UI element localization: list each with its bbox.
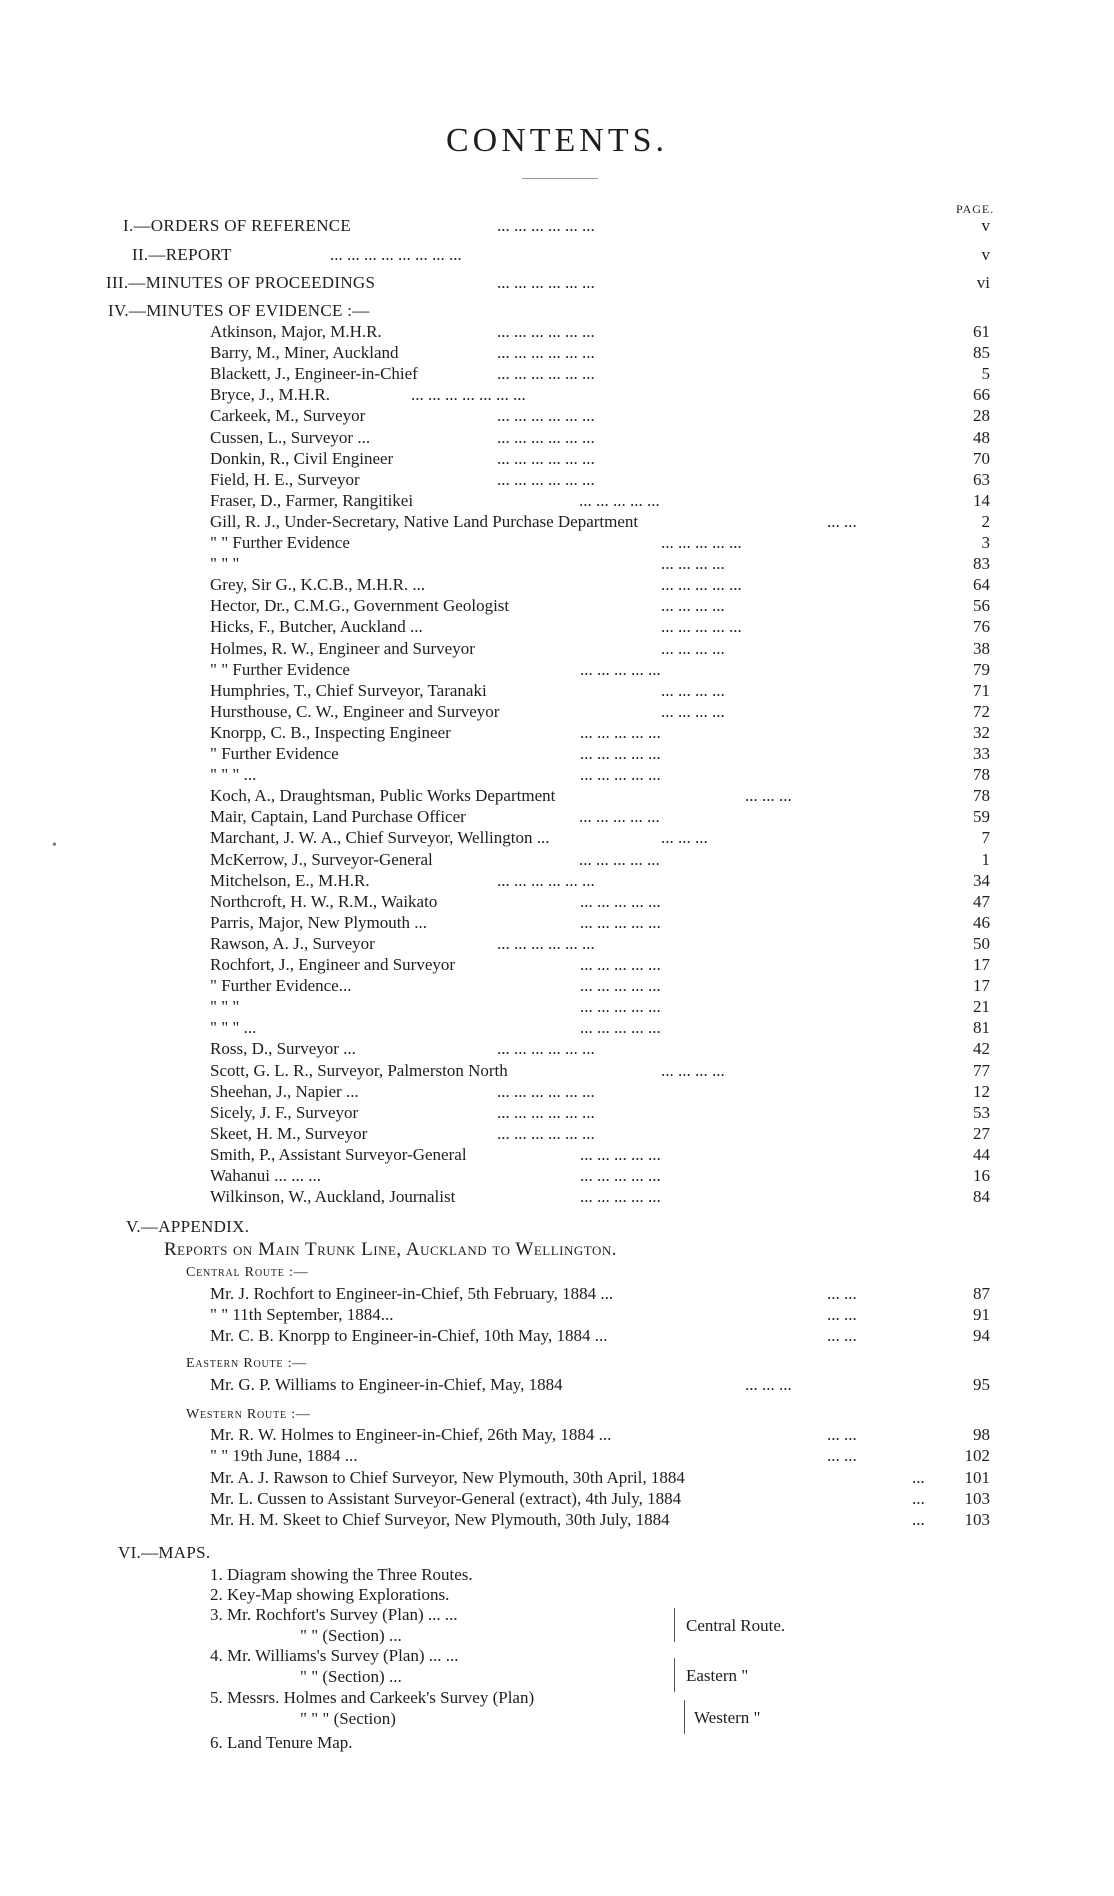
entry-text: Skeet, H. M., Surveyor — [210, 1124, 368, 1143]
leader-dots: ... ... ... ... — [661, 1061, 725, 1080]
evidence-entry — [0, 639, 1114, 659]
toc-row-proceedings — [0, 273, 1114, 293]
leader-dots: ... ... ... ... ... ... — [497, 934, 595, 953]
evidence-entry — [0, 828, 1114, 848]
evidence-entry — [0, 1082, 1114, 1102]
leader-dots: ... ... ... ... ... ... — [497, 871, 595, 890]
map-item: " " (Section) ... — [300, 1626, 402, 1645]
page-number: 77 — [973, 1061, 990, 1080]
entry-text: Field, H. E., Surveyor — [210, 470, 360, 489]
map-route-western: Western " — [694, 1708, 761, 1727]
leader-dots: ... ... ... ... — [661, 681, 725, 700]
evidence-entry — [0, 1018, 1114, 1038]
leader-dots: ... ... ... ... ... — [579, 807, 660, 826]
page-number: 70 — [973, 449, 990, 468]
page-number: 63 — [973, 470, 990, 489]
evidence-entry — [0, 934, 1114, 954]
evidence-entry — [0, 723, 1114, 743]
leader-dots: ... ... ... ... ... — [580, 723, 661, 742]
entry-text: Koch, A., Draughtsman, Public Works Department — [210, 786, 556, 805]
page-number: 81 — [973, 1018, 990, 1037]
appendix-entry — [0, 1425, 1114, 1445]
entry-text: Mr. C. B. Knorpp to Engineer-in-Chief, 10th May, 1884 ... — [210, 1326, 608, 1345]
page-number: 76 — [973, 617, 990, 636]
entry-text: " " 11th September, 1884... — [210, 1305, 394, 1324]
evidence-entry — [0, 596, 1114, 616]
page-number: 17 — [973, 976, 990, 995]
leader-dots: ... — [912, 1510, 925, 1529]
appendix-entry — [0, 1305, 1114, 1325]
entry-text: Blackett, J., Engineer-in-Chief — [210, 364, 418, 383]
page-number: 38 — [973, 639, 990, 658]
page-number: 78 — [973, 765, 990, 784]
leader-dots: ... — [912, 1468, 925, 1487]
page-number: 16 — [973, 1166, 990, 1185]
entry-text: Grey, Sir G., K.C.B., M.H.R. ... — [210, 575, 426, 594]
entry-text: Sicely, J. F., Surveyor — [210, 1103, 359, 1122]
page-number: 46 — [973, 913, 990, 932]
evidence-entry — [0, 428, 1114, 448]
page-number: 98 — [973, 1425, 990, 1444]
page-number: 21 — [973, 997, 990, 1016]
page-number: 59 — [973, 807, 990, 826]
map-item: 6. Land Tenure Map. — [210, 1733, 353, 1752]
entry-text: Mr. R. W. Holmes to Engineer-in-Chief, 26th May, 1884 ... — [210, 1425, 612, 1444]
leader-dots: ... ... — [827, 1326, 857, 1345]
page-column-header: PAGE. — [956, 202, 995, 216]
maps-label: VI.—MAPS. — [118, 1543, 211, 1562]
leader-dots: ... — [912, 1489, 925, 1508]
evidence-entry — [0, 533, 1114, 553]
evidence-entry — [0, 765, 1114, 785]
leader-dots: ... ... ... ... ... ... ... ... — [330, 245, 462, 264]
page-number: v — [981, 216, 990, 235]
page-number: 61 — [973, 322, 990, 341]
evidence-entry — [0, 913, 1114, 933]
eastern-route-heading: Eastern Route :— — [186, 1356, 308, 1371]
entry-text: Mr. L. Cussen to Assistant Surveyor-General (extract), 4th July, 1884 — [210, 1489, 682, 1508]
page-number: 101 — [964, 1468, 990, 1487]
evidence-entry — [0, 660, 1114, 680]
entry-text: Bryce, J., M.H.R. — [210, 385, 330, 404]
appendix-entry — [0, 1326, 1114, 1346]
page-number: 32 — [973, 723, 990, 742]
leader-dots: ... ... ... ... ... — [580, 1018, 661, 1037]
leader-dots: ... ... ... ... ... ... — [497, 364, 595, 383]
page-number: 5 — [981, 364, 990, 383]
evidence-entry — [0, 1061, 1114, 1081]
title-rule — [522, 178, 598, 179]
entry-text: Smith, P., Assistant Surveyor-General — [210, 1145, 467, 1164]
entry-text: " " Further Evidence — [210, 533, 350, 552]
evidence-entry — [0, 681, 1114, 701]
evidence-entry — [0, 892, 1114, 912]
evidence-entry — [0, 322, 1114, 342]
evidence-entry — [0, 491, 1114, 511]
map-route-eastern: Eastern " — [686, 1666, 749, 1685]
page-number: 87 — [973, 1284, 990, 1303]
page-number: 33 — [973, 744, 990, 763]
evidence-entry — [0, 871, 1114, 891]
appendix-entry — [0, 1446, 1114, 1466]
leader-dots: ... ... ... ... ... — [580, 976, 661, 995]
page-number: v — [981, 245, 990, 264]
leader-dots: ... ... ... — [745, 786, 792, 805]
map-item: " " (Section) ... — [300, 1667, 402, 1686]
leader-dots: ... ... ... ... ... — [580, 744, 661, 763]
entry-text: Gill, R. J., Under-Secretary, Native Land Purchase Department — [210, 512, 639, 531]
page-number: 42 — [973, 1039, 990, 1058]
page-number: 14 — [973, 491, 990, 510]
leader-dots: ... ... ... ... ... — [579, 491, 660, 510]
entry-text: Cussen, L., Surveyor ... — [210, 428, 371, 447]
leader-dots: ... ... ... ... ... — [580, 765, 661, 784]
entry-text: Parris, Major, New Plymouth ... — [210, 913, 427, 932]
entry-text: Barry, M., Miner, Auckland — [210, 343, 399, 362]
map-item: 2. Key-Map showing Explorations. — [210, 1585, 450, 1604]
page-number: vi — [976, 273, 990, 292]
page-number: 56 — [973, 596, 990, 615]
entry-text: Hursthouse, C. W., Engineer and Surveyor — [210, 702, 500, 721]
page-title: CONTENTS. — [445, 122, 669, 159]
entry-text: Northcroft, H. W., R.M., Waikato — [210, 892, 438, 911]
map-item: " " " (Section) — [300, 1709, 396, 1728]
page-number: 72 — [973, 702, 990, 721]
leader-dots: ... ... ... ... ... — [661, 617, 742, 636]
page-number: 47 — [973, 892, 990, 911]
leader-dots: ... ... ... ... ... ... — [497, 1039, 595, 1058]
page-number: 103 — [964, 1489, 990, 1508]
evidence-entry — [0, 364, 1114, 384]
entry-text: Fraser, D., Farmer, Rangitikei — [210, 491, 414, 510]
appendix-label: V.—APPENDIX. — [126, 1217, 250, 1236]
page-number: 7 — [981, 828, 990, 847]
section-label: IV.—MINUTES OF EVIDENCE :— — [108, 301, 370, 320]
evidence-entry — [0, 575, 1114, 595]
evidence-entry — [0, 702, 1114, 722]
leader-dots: ... ... ... — [745, 1375, 792, 1394]
page-number: 50 — [973, 934, 990, 953]
entry-text: " " " ... — [210, 765, 257, 784]
page-number: 94 — [973, 1326, 990, 1345]
page-number: 71 — [973, 681, 990, 700]
evidence-entry — [0, 385, 1114, 405]
section-label: I.—ORDERS OF REFERENCE — [123, 216, 352, 235]
entry-text: Atkinson, Major, M.H.R. — [210, 322, 382, 341]
entry-text: Donkin, R., Civil Engineer — [210, 449, 394, 468]
page-number: 64 — [973, 575, 990, 594]
section-label: III.—MINUTES OF PROCEEDINGS — [106, 273, 376, 292]
evidence-entry — [0, 343, 1114, 363]
page-number: 91 — [973, 1305, 990, 1324]
entry-text: " " 19th June, 1884 ... — [210, 1446, 358, 1465]
page-number: 12 — [973, 1082, 990, 1101]
entry-text: Holmes, R. W., Engineer and Surveyor — [210, 639, 475, 658]
evidence-entry — [0, 449, 1114, 469]
page-number: 28 — [973, 406, 990, 425]
map-item: 5. Messrs. Holmes and Carkeek's Survey (Plan) — [210, 1688, 535, 1707]
appendix-entry — [0, 1375, 1114, 1395]
leader-dots: ... ... ... ... ... ... — [497, 406, 595, 425]
evidence-entry — [0, 976, 1114, 996]
leader-dots: ... ... ... ... ... ... — [497, 470, 595, 489]
entry-text: Wilkinson, W., Auckland, Journalist — [210, 1187, 456, 1206]
leader-dots: ... ... ... ... ... — [580, 1187, 661, 1206]
entry-text: Marchant, J. W. A., Chief Surveyor, Wellington ... — [210, 828, 550, 847]
entry-text: " Further Evidence — [210, 744, 339, 763]
leader-dots: ... ... ... ... ... ... — [497, 1124, 595, 1143]
entry-text: " " " — [210, 997, 240, 1016]
page-number: 1 — [981, 850, 990, 869]
page-number: 3 — [981, 533, 990, 552]
evidence-entry — [0, 1103, 1114, 1123]
entry-text: Carkeek, M., Surveyor — [210, 406, 366, 425]
page-number: 84 — [973, 1187, 990, 1206]
page-number: 102 — [964, 1446, 990, 1465]
leader-dots: ... ... ... ... ... — [580, 1166, 661, 1185]
leader-dots: ... ... — [827, 1284, 857, 1303]
page-number: 95 — [973, 1375, 990, 1394]
leader-dots: ... ... — [827, 1305, 857, 1324]
page-number: 83 — [973, 554, 990, 573]
entry-text: Mr. J. Rochfort to Engineer-in-Chief, 5th February, 1884 ... — [210, 1284, 614, 1303]
toc-row-orders — [0, 216, 1114, 236]
page-number: 48 — [973, 428, 990, 447]
leader-dots: ... ... ... ... ... — [580, 997, 661, 1016]
leader-dots: ... ... ... ... ... — [661, 533, 742, 552]
leader-dots: ... ... ... ... ... — [661, 575, 742, 594]
central-route-heading: Central Route :— — [186, 1265, 309, 1280]
appendix-reports-title: Reports on Main Trunk Line, Auckland to Wellington. — [164, 1239, 618, 1260]
map-item: 1. Diagram showing the Three Routes. — [210, 1565, 473, 1584]
leader-dots: ... ... ... ... ... ... — [497, 322, 595, 341]
map-item: 4. Mr. Williams's Survey (Plan) ... ... — [210, 1646, 459, 1665]
page-number: 2 — [981, 512, 990, 531]
entry-text: Mitchelson, E., M.H.R. — [210, 871, 370, 890]
entry-text: " " Further Evidence — [210, 660, 350, 679]
entry-text: Hector, Dr., C.M.G., Government Geologist — [210, 596, 510, 615]
page-number: 34 — [973, 871, 990, 890]
brace-eastern — [674, 1658, 675, 1692]
page-number: 53 — [973, 1103, 990, 1122]
toc-row-evidence-heading — [0, 301, 1114, 321]
evidence-entry — [0, 955, 1114, 975]
brace-western — [684, 1700, 685, 1734]
page-number: 103 — [964, 1510, 990, 1529]
entry-text: Rochfort, J., Engineer and Surveyor — [210, 955, 456, 974]
evidence-entry — [0, 1187, 1114, 1207]
leader-dots: ... ... ... ... — [661, 596, 725, 615]
leader-dots: ... ... ... ... — [661, 639, 725, 658]
page-number: 79 — [973, 660, 990, 679]
leader-dots: ... ... ... ... — [661, 702, 725, 721]
evidence-entry — [0, 406, 1114, 426]
evidence-entry — [0, 1145, 1114, 1165]
evidence-entry — [0, 850, 1114, 870]
evidence-entry — [0, 997, 1114, 1017]
entry-text: " Further Evidence... — [210, 976, 352, 995]
entry-text: Mair, Captain, Land Purchase Officer — [210, 807, 466, 826]
map-item: 3. Mr. Rochfort's Survey (Plan) ... ... — [210, 1605, 458, 1624]
brace-central — [674, 1608, 675, 1642]
page-number: 44 — [973, 1145, 990, 1164]
entry-text: Sheehan, J., Napier ... — [210, 1082, 359, 1101]
leader-dots: ... ... ... ... ... — [580, 1145, 661, 1164]
leader-dots: ... ... ... ... ... ... — [497, 428, 595, 447]
entry-text: " " " — [210, 554, 240, 573]
leader-dots: ... ... ... ... ... ... — [497, 343, 595, 362]
leader-dots: ... ... ... ... ... — [580, 913, 661, 932]
leader-dots: ... ... ... ... ... ... — [497, 216, 595, 235]
leader-dots: ... ... ... ... ... — [580, 660, 661, 679]
entry-text: Mr. H. M. Skeet to Chief Surveyor, New Plymouth, 30th July, 1884 — [210, 1510, 670, 1529]
leader-dots: ... ... ... ... ... — [580, 892, 661, 911]
entry-text: Knorpp, C. B., Inspecting Engineer — [210, 723, 451, 742]
leader-dots: ... ... ... ... ... ... — [497, 273, 595, 292]
entry-text: Scott, G. L. R., Surveyor, Palmerston North — [210, 1061, 508, 1080]
entry-text: McKerrow, J., Surveyor-General — [210, 850, 433, 869]
leader-dots: ... ... ... ... ... — [580, 955, 661, 974]
entry-text: Mr. A. J. Rawson to Chief Surveyor, New Plymouth, 30th April, 1884 — [210, 1468, 685, 1487]
page-number: 78 — [973, 786, 990, 805]
entry-text: Hicks, F., Butcher, Auckland ... — [210, 617, 423, 636]
evidence-entry — [0, 554, 1114, 574]
evidence-entry — [0, 617, 1114, 637]
leader-dots: ... ... ... — [661, 828, 708, 847]
page-number: 66 — [973, 385, 990, 404]
page-number: 85 — [973, 343, 990, 362]
entry-text: Rawson, A. J., Surveyor — [210, 934, 375, 953]
western-route-heading: Western Route :— — [186, 1407, 311, 1422]
appendix-entry — [0, 1510, 1114, 1530]
leader-dots: ... ... — [827, 1446, 857, 1465]
evidence-entry — [0, 1124, 1114, 1144]
appendix-entry — [0, 1489, 1114, 1509]
map-route-central: Central Route. — [686, 1616, 786, 1635]
leader-dots: ... ... ... ... ... ... — [497, 449, 595, 468]
toc-row-report — [0, 245, 1114, 265]
leader-dots: ... ... ... ... ... — [579, 850, 660, 869]
entry-text: Wahanui ... ... ... — [210, 1166, 321, 1185]
page-number: 27 — [973, 1124, 990, 1143]
margin-mark: • — [52, 838, 57, 853]
evidence-entry — [0, 1166, 1114, 1186]
evidence-entry — [0, 744, 1114, 764]
entry-text: Ross, D., Surveyor ... — [210, 1039, 356, 1058]
evidence-entry — [0, 1039, 1114, 1059]
entry-text: Humphries, T., Chief Surveyor, Taranaki — [210, 681, 487, 700]
leader-dots: ... ... — [827, 512, 857, 531]
entry-text: " " " ... — [210, 1018, 257, 1037]
evidence-entry — [0, 786, 1114, 806]
appendix-entry — [0, 1468, 1114, 1488]
page-number: 17 — [973, 955, 990, 974]
appendix-entry — [0, 1284, 1114, 1304]
evidence-entry — [0, 470, 1114, 490]
leader-dots: ... ... ... ... ... ... ... — [411, 385, 526, 404]
section-label: II.—REPORT — [132, 245, 232, 264]
leader-dots: ... ... ... ... ... ... — [497, 1082, 595, 1101]
evidence-entry — [0, 512, 1114, 532]
evidence-entry — [0, 807, 1114, 827]
leader-dots: ... ... ... ... ... ... — [497, 1103, 595, 1122]
leader-dots: ... ... ... ... — [661, 554, 725, 573]
entry-text: Mr. G. P. Williams to Engineer-in-Chief, May, 1884 — [210, 1375, 563, 1394]
leader-dots: ... ... — [827, 1425, 857, 1444]
